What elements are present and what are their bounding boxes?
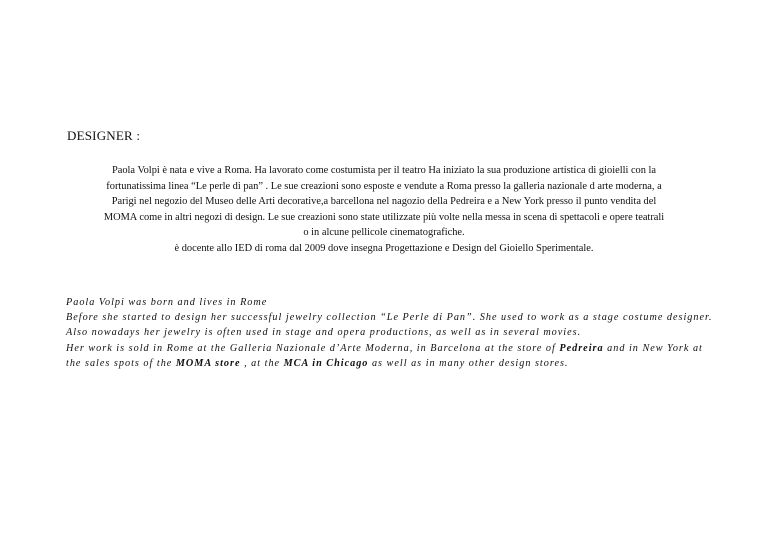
sales-text: , at the [240, 357, 284, 369]
italian-bio-line: è docente allo IED di roma dal 2009 dove insegna Progettazione e Design del Gioiello Sperimentale. [174, 242, 594, 254]
english-bio-line: Before she started to design her successful jewelry collection “Le Perle di Pan”. She used to work as a stage costume designer. [66, 312, 713, 324]
italian-bio [64, 163, 704, 256]
italian-bio-line: Paola Volpi è nata e vive a Roma. Ha lavorato come costumista per il teatro Ha iniziato la sua produzione artistica di gioielli con la [111, 165, 657, 176]
english-bio-line-sales [66, 341, 716, 371]
italian-bio-line: Parigi nel negozio del Museo delle Arti decorative,a barcellona nel nagozio della Pedreira e a New York presso il punto vendita del [111, 196, 657, 207]
mca-chicago-name: MCA in Chicago [283, 357, 369, 369]
sales-text: as well as in many other design stores. [368, 357, 569, 369]
italian-bio-line: MOMA come in altri negozi di design. Le sue creazioni sono state utilizzate più volte nella messa in scena di spettacoli e opere teatrali [103, 211, 665, 223]
moma-store-name: MOMA store [175, 357, 241, 369]
section-heading: DESIGNER : [67, 128, 141, 143]
pedreira-name: Pedreira [559, 342, 604, 354]
sales-text: and in New York at the sales spots of the [66, 342, 703, 369]
english-bio-line: Also nowadays her jewelry is often used in stage and opera productions, as well as in several movies. [66, 327, 582, 339]
italian-bio-line: o in alcune pellicole cinematografiche. [303, 227, 465, 238]
english-bio-line: Paola Volpi was born and lives in Rome [66, 297, 268, 308]
sales-text: Her work is sold in Rome at the Galleria Nazionale d’Arte Moderna, in Barcelona at the store of [66, 342, 560, 354]
italian-bio-line: fortunatissima linea “Le perle di pan” . Le sue creazioni sono esposte e vendute a Roma presso la galleria nazionale d arte moderna, a [106, 180, 662, 192]
english-bio [66, 295, 716, 371]
